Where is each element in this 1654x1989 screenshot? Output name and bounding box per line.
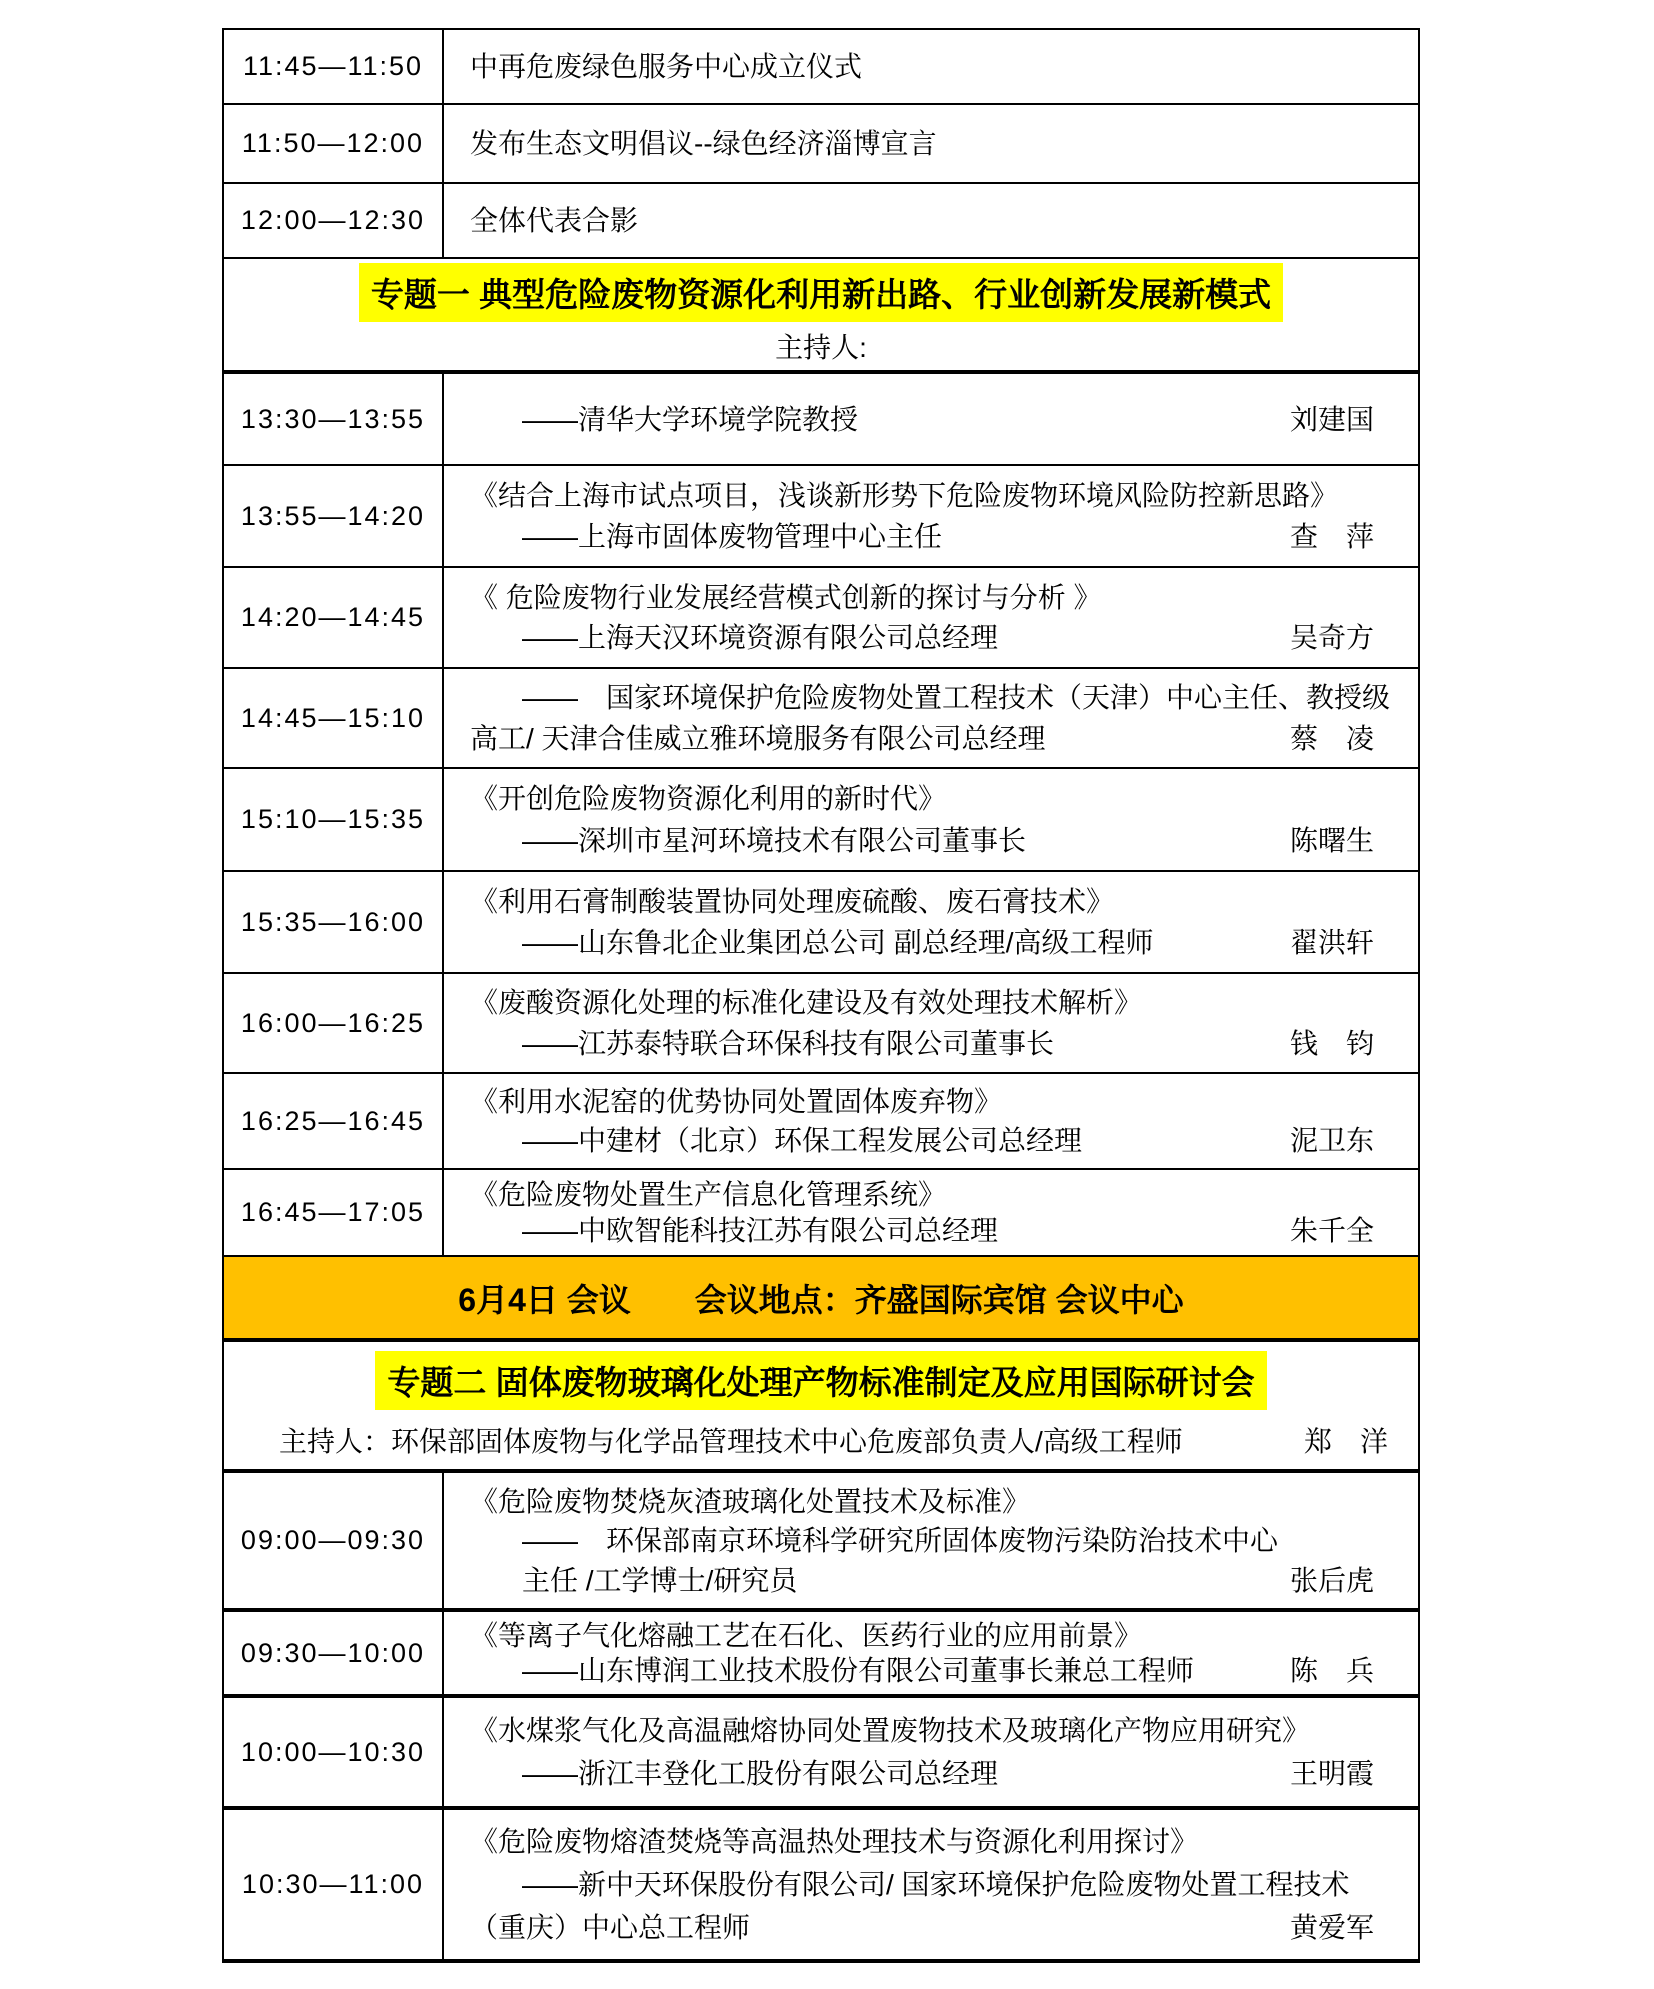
talk-title: 《结合上海市试点项目，浅谈新形势下危险废物环境风险防控新思路》 <box>470 480 1339 511</box>
table-row <box>224 1810 1418 1959</box>
content-cell <box>444 974 1418 1072</box>
speaker-affiliation: ——上海天汉环境资源有限公司总经理 <box>522 622 999 654</box>
speaker-affiliation: 中再危废绿色服务中心成立仪式 <box>470 51 863 82</box>
table-row <box>224 466 1418 568</box>
speaker-affiliation: ——山东鲁北企业集团总公司 副总经理/高级工程师 <box>522 927 1154 958</box>
session-line <box>470 1653 1374 1688</box>
time-cell: 10:00—10:30 <box>224 1698 444 1806</box>
speaker-name: 刘建国 <box>1289 403 1374 435</box>
speaker-name: 翟洪轩 <box>1289 927 1374 958</box>
table-row <box>224 184 1418 259</box>
session-line <box>470 1910 1374 1945</box>
session-line <box>470 925 1374 960</box>
session-line <box>470 823 1374 858</box>
session-line <box>470 620 1374 655</box>
table-row <box>224 974 1418 1074</box>
content-cell <box>444 1612 1418 1694</box>
table-row <box>224 669 1418 769</box>
speaker-affiliation: —— 环保部南京环境科学研究所固体废物污染防治技术中心 <box>522 1525 1279 1556</box>
table-row <box>224 872 1418 974</box>
content-cell <box>444 769 1418 870</box>
moderator-line <box>775 326 867 366</box>
content-cell <box>444 1170 1418 1255</box>
speaker-affiliation: ——中建材（北京）环保工程发展公司总经理 <box>522 1125 1083 1156</box>
banner-text: 6月4日 会议 会议地点：齐盛国际宾馆 会议中心 <box>458 1281 1184 1318</box>
time-cell: 16:00—16:25 <box>224 974 444 1072</box>
moderator-label: 主持人：环保部固体废物与化学品管理技术中心危废部负责人/高级工程师 <box>279 1425 1183 1457</box>
speaker-affiliation: ——清华大学环境学院教授 <box>522 403 859 435</box>
speaker-affiliation: 发布生态文明倡议--绿色经济淄博宣言 <box>470 128 937 159</box>
content-cell <box>444 30 1418 103</box>
speaker-affiliation: ——江苏泰特联合环保科技有限公司董事长 <box>522 1027 1055 1059</box>
speaker-affiliation: 全体代表合影 <box>470 205 639 236</box>
time-cell: 14:20—14:45 <box>224 568 444 667</box>
content-cell <box>444 1810 1418 1959</box>
table-row <box>224 374 1418 466</box>
session-line <box>470 1523 1374 1558</box>
time-cell: 16:25—16:45 <box>224 1074 444 1168</box>
session-line <box>470 1177 1374 1212</box>
time-cell: 13:55—14:20 <box>224 466 444 566</box>
moderator-name: 郑 洋 <box>1303 1425 1388 1457</box>
time-cell: 15:35—16:00 <box>224 872 444 972</box>
speaker-name: 陈 兵 <box>1289 1655 1374 1686</box>
topic-title-highlight: 专题二 固体废物玻璃化处理产物标准制定及应用国际研讨会 <box>375 1351 1266 1410</box>
session-line <box>470 1484 1374 1519</box>
talk-title: 《利用水泥窑的优势协同处置固体废弃物》 <box>470 1086 1003 1117</box>
moderator-label: 主持人: <box>775 332 867 363</box>
session-line <box>470 49 1374 84</box>
time-cell: 13:30—13:55 <box>224 374 444 464</box>
speaker-affiliation: ——新中天环保股份有限公司/ 国家环境保护危险废物处置工程技术 <box>522 1869 1350 1900</box>
speaker-name: 黄爱军 <box>1289 1912 1374 1943</box>
speaker-affiliation: 主任 /工学博士/研究员 <box>522 1564 798 1596</box>
table-row <box>224 1074 1418 1170</box>
time-cell: 11:50—12:00 <box>224 105 444 182</box>
session-line <box>470 721 1374 756</box>
topic-title-highlight: 专题一 典型危险废物资源化利用新出路、行业创新发展新模式 <box>359 263 1283 322</box>
schedule-table <box>222 28 1420 1963</box>
session-line <box>470 1123 1374 1158</box>
speaker-affiliation: ——中欧智能科技江苏有限公司总经理 <box>522 1215 999 1246</box>
talk-title: 《利用石膏制酸装置协同处理废硫酸、废石膏技术》 <box>470 886 1115 917</box>
speaker-affiliation: ——上海市固体废物管理中心主任 <box>522 521 943 552</box>
speaker-name: 钱 钧 <box>1289 1027 1374 1059</box>
session-line <box>470 1213 1374 1248</box>
talk-title: 《危险废物处置生产信息化管理系统》 <box>470 1179 947 1210</box>
speaker-affiliation: ——深圳市星河环境技术有限公司董事长 <box>522 824 1027 856</box>
session-line <box>470 126 1374 161</box>
content-cell <box>444 466 1418 566</box>
speaker-name: 王明霞 <box>1289 1758 1374 1790</box>
content-cell <box>444 568 1418 667</box>
table-row <box>224 568 1418 669</box>
session-line <box>470 203 1374 238</box>
session-line <box>470 1026 1374 1061</box>
speaker-name: 吴奇方 <box>1289 622 1374 654</box>
content-cell <box>444 374 1418 464</box>
talk-title: 《水煤浆气化及高温融熔协同处置废物技术及玻璃化产物应用研究》 <box>470 1714 1311 1746</box>
talk-title: 《 危险废物行业发展经营模式创新的探讨与分析 》 <box>470 581 1102 613</box>
speaker-name: 泥卫东 <box>1289 1125 1374 1156</box>
speaker-affiliation: ——山东博润工业技术股份有限公司董事长兼总工程师 <box>522 1655 1195 1686</box>
speaker-name: 张后虎 <box>1289 1564 1374 1596</box>
moderator-line <box>224 1420 1418 1460</box>
time-cell: 14:45—15:10 <box>224 669 444 767</box>
content-cell <box>444 669 1418 767</box>
table-row <box>224 1170 1418 1257</box>
speaker-name: 蔡 凌 <box>1289 722 1374 754</box>
session-line <box>470 402 1374 437</box>
table-row <box>224 30 1418 105</box>
content-cell <box>444 872 1418 972</box>
time-cell: 10:30—11:00 <box>224 1810 444 1959</box>
talk-title: 《等离子气化熔融工艺在石化、医药行业的应用前景》 <box>470 1620 1143 1651</box>
talk-title: 《废酸资源化处理的标准化建设及有效处理技术解析》 <box>470 987 1143 1019</box>
talk-title: 《危险废物熔渣焚烧等高温热处理技术与资源化利用探讨》 <box>470 1826 1199 1857</box>
session-line <box>470 519 1374 554</box>
session-line <box>470 1824 1374 1859</box>
time-cell: 09:30—10:00 <box>224 1612 444 1694</box>
session-line <box>470 985 1374 1020</box>
session-line <box>470 781 1374 816</box>
session-line <box>470 580 1374 615</box>
content-cell <box>444 1473 1418 1608</box>
speaker-name: 陈曙生 <box>1289 824 1374 856</box>
content-cell <box>444 184 1418 257</box>
table-row <box>224 1612 1418 1698</box>
speaker-name: 朱千全 <box>1289 1215 1374 1246</box>
talk-title: 《危险废物焚烧灰渣玻璃化处置技术及标准》 <box>470 1485 1031 1517</box>
session-line <box>470 1563 1374 1598</box>
time-cell: 15:10—15:35 <box>224 769 444 870</box>
table-row <box>224 105 1418 184</box>
time-cell: 09:00—09:30 <box>224 1473 444 1608</box>
session-line <box>470 478 1374 513</box>
time-cell: 12:00—12:30 <box>224 184 444 257</box>
speaker-affiliation: ——浙江丰登化工股份有限公司总经理 <box>522 1758 999 1790</box>
content-cell <box>444 1074 1418 1168</box>
talk-title: 《开创危险废物资源化利用的新时代》 <box>470 783 947 815</box>
content-cell <box>444 105 1418 182</box>
speaker-name: 查 萍 <box>1289 521 1374 552</box>
table-row <box>224 1473 1418 1612</box>
topic-header-row <box>224 1342 1418 1473</box>
session-line <box>470 1756 1374 1791</box>
session-line <box>470 1713 1374 1748</box>
time-cell: 16:45—17:05 <box>224 1170 444 1255</box>
session-line <box>470 680 1391 715</box>
speaker-affiliation: 高工/ 天津合佳威立雅环境服务有限公司总经理 <box>470 722 1046 754</box>
session-line <box>470 884 1374 919</box>
speaker-affiliation: （重庆）中心总工程师 <box>470 1912 751 1943</box>
content-cell <box>444 1698 1418 1806</box>
time-cell: 11:45—11:50 <box>224 30 444 103</box>
table-row <box>224 769 1418 872</box>
day2-banner-row <box>224 1257 1418 1342</box>
topic-header-row <box>224 259 1418 374</box>
session-line <box>470 1867 1374 1902</box>
session-line <box>470 1084 1374 1119</box>
speaker-affiliation: —— 国家环境保护危险废物处置工程技术（天津）中心主任、教授级 <box>522 682 1391 714</box>
session-line <box>470 1618 1374 1653</box>
table-row <box>224 1698 1418 1810</box>
